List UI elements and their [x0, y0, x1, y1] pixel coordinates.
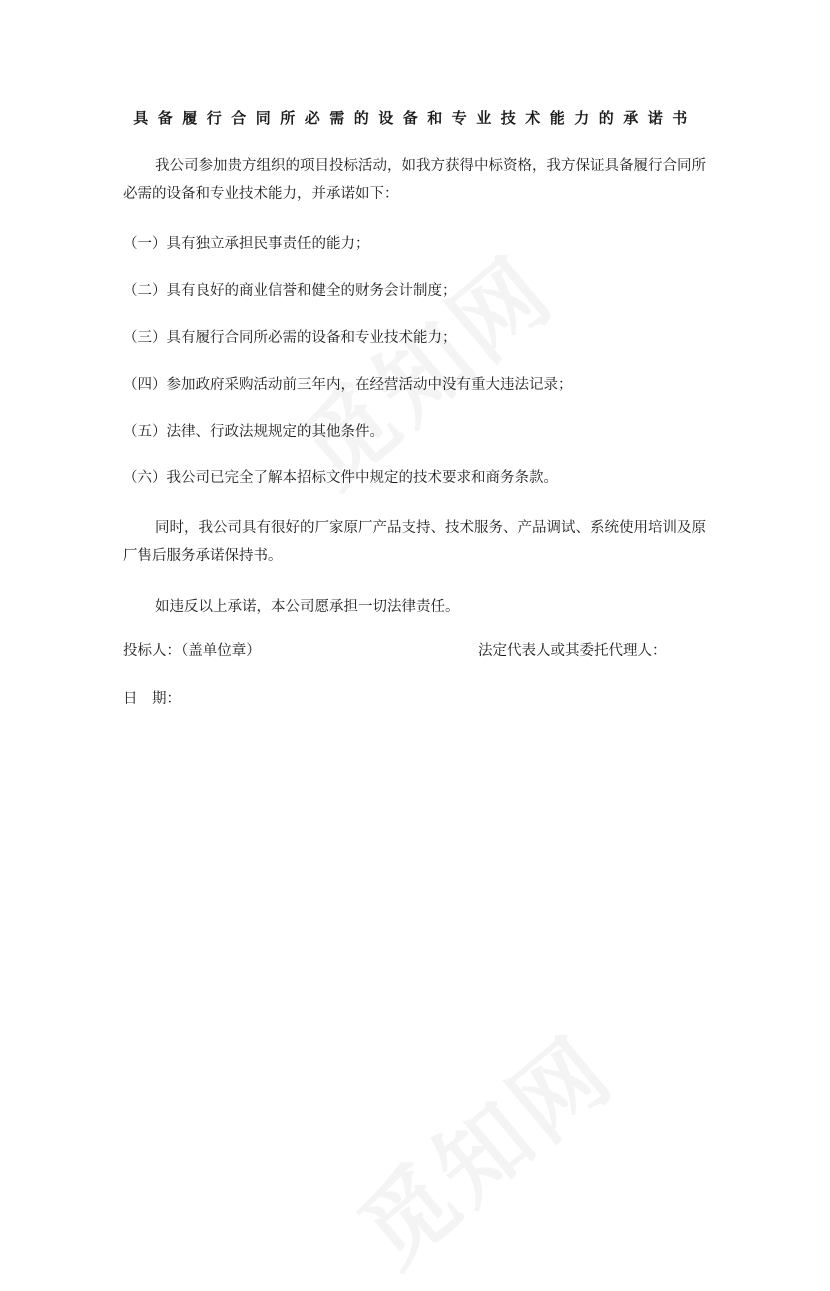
bidder-signature-label: 投标人：（盖单位章） — [123, 643, 261, 659]
liability-paragraph: 如违反以上承诺，本公司愿承担一切法律责任。 — [155, 599, 460, 615]
date-label: 日 期： — [123, 691, 181, 707]
document-title: 具备履行合同所必需的设备和专业技术能力的承诺书 — [133, 109, 697, 127]
representative-signature-label: 法定代表人或其委托代理人： — [478, 643, 667, 659]
commitment-item-4: （四）参加政府采购活动前三年内，在经营活动中没有重大违法记录； — [123, 377, 573, 393]
intro-paragraph: 我公司参加贵方组织的项目投标活动，如我方获得中标资格，我方保证具备履行合同所必需的设备和专业技术能力，并承诺如下： — [123, 158, 706, 202]
commitment-item-1: （一）具有独立承担民事责任的能力； — [123, 236, 370, 252]
commitment-item-6: （六）我公司已完全了解本招标文件中规定的技术要求和商务条款。 — [123, 470, 558, 486]
commitment-item-3: （三）具有履行合同所必需的设备和专业技术能力； — [123, 330, 457, 346]
commitment-item-5: （五）法律、行政法规规定的其他条件。 — [123, 424, 384, 440]
watermark — [327, 1001, 637, 1291]
commitment-item-2: （二）具有良好的商业信誉和健全的财务会计制度； — [123, 283, 457, 299]
service-paragraph: 同时，我公司具有很好的厂家原厂产品支持、技术服务、产品调试、系统使用培训及原厂售后服务承诺保持书。 — [123, 520, 706, 564]
